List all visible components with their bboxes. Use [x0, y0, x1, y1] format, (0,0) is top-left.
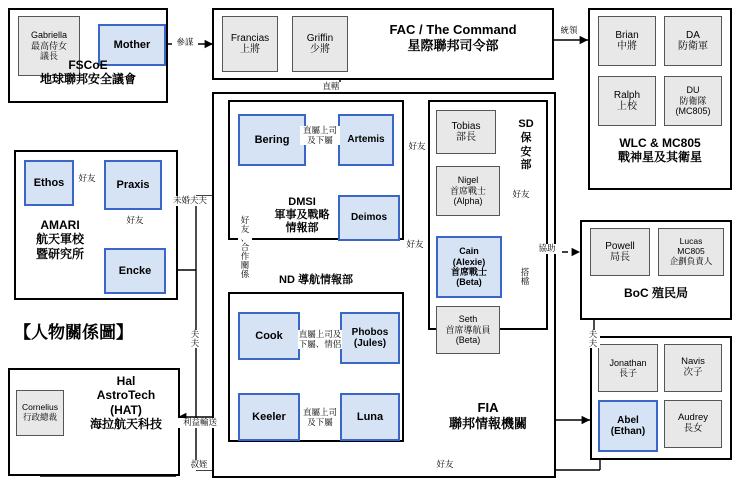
node-abel-label: Abel (Ethan): [610, 414, 646, 437]
node-du[interactable]: [664, 76, 722, 126]
node-artemis-label: Artemis: [347, 134, 385, 146]
edge-label-haoyou-left: 好友: [76, 174, 98, 184]
group-fscoe-label: FSCoE 地球聯邦安全議會: [39, 58, 136, 87]
node-keeler[interactable]: [238, 393, 300, 441]
node-navis[interactable]: [664, 344, 722, 392]
node-lucas-label: Lucas MC805 企劃負責人: [669, 236, 713, 266]
node-praxis[interactable]: [104, 160, 162, 210]
node-nigel[interactable]: [436, 166, 500, 216]
node-phobos-label: Phobos (Jules): [351, 326, 389, 349]
group-hat-label: Hal AstroTech (HAT) 海拉航天科技: [89, 374, 162, 432]
node-cook-label: Cook: [255, 329, 283, 342]
node-brian[interactable]: [598, 16, 656, 66]
group-boc-label: BoC 殖民局: [624, 286, 688, 300]
edge-label-zhixia: 直轄: [318, 82, 344, 92]
node-bering[interactable]: [238, 114, 306, 166]
node-deimos[interactable]: [338, 195, 400, 241]
edge-label-xiezhu: 協助: [534, 244, 560, 254]
node-griffin-label: Griffin 少將: [306, 32, 334, 55]
edge-label-haoyou-vertical: 好友: [126, 215, 144, 225]
node-francias[interactable]: [222, 16, 278, 72]
node-cain-label: Cain (Alexie) 首席戰士 (Beta): [450, 246, 487, 288]
edge-label-fufu-right: 夫 夫: [586, 330, 600, 348]
edge-label-zhishu3: 直屬上司 及下屬: [300, 408, 340, 427]
node-powell-label: Powell 局長: [605, 240, 635, 263]
group-wlc-label: WLC & MC805 戰神星及其衛星: [617, 136, 702, 165]
group-nd-label: ND 導航情報部: [279, 274, 353, 286]
edge-label-fufu-left: 夫 夫: [188, 330, 202, 348]
node-lucas[interactable]: [658, 228, 724, 276]
node-deimos-label: Deimos: [350, 212, 388, 224]
node-mother-label: Mother: [113, 38, 151, 51]
node-bering-label: Bering: [254, 133, 290, 146]
node-audrey[interactable]: [664, 400, 722, 448]
edge-label-haoyou1: 好友: [406, 142, 428, 152]
edge-label-haoyou-bottom: 好友: [432, 460, 458, 470]
node-ethos-label: Ethos: [33, 176, 65, 189]
node-seth-label: Seth 首席導航員 (Beta): [445, 314, 491, 346]
node-cook[interactable]: [238, 312, 300, 360]
edge-label-tongling: 統領: [556, 26, 582, 36]
group-dmsi-label: DMSI 軍事及戰略 情報部: [274, 196, 330, 235]
edge-label-shuyi: 叔姪: [186, 460, 212, 470]
node-griffin[interactable]: [292, 16, 348, 72]
node-phobos[interactable]: [340, 312, 400, 364]
node-gabriella-label: Gabriella 最高侍女 議長: [30, 30, 68, 62]
edge-label-haoyou2: 好友: [404, 240, 426, 250]
node-seth[interactable]: [436, 306, 500, 354]
node-luna-label: Luna: [356, 410, 384, 423]
edge-label-haoyou-hezuo: 好 友 、 合 作 關 係: [238, 216, 252, 278]
edge-label-haoyou3: 好友: [510, 190, 532, 200]
node-du-label: DU 防衛隊 (MC805): [675, 85, 711, 117]
group-amari-label: AMARI 航天軍校 暨研究所: [35, 218, 84, 261]
node-audrey-label: Audrey 長女: [677, 412, 709, 434]
node-cornelius[interactable]: [16, 390, 64, 436]
node-keeler-label: Keeler: [252, 410, 286, 423]
node-tobias-label: Tobias 部長: [451, 120, 481, 143]
node-encke-label: Encke: [118, 264, 152, 277]
group-fia-label: FIA 聯邦情報機關: [448, 400, 527, 431]
edge-label-zhishu2: 直屬上司及 下屬、情侶: [298, 329, 342, 349]
node-ethos[interactable]: [24, 160, 74, 206]
node-tobias[interactable]: [436, 110, 496, 154]
group-sd-label: SD 保 安 部: [518, 118, 534, 172]
node-jonathan-label: Jonathan 長子: [609, 357, 647, 378]
page-title: 【人物關係圖】: [14, 323, 133, 342]
node-jonathan[interactable]: [598, 344, 658, 392]
node-navis-label: Navis 次子: [681, 356, 705, 378]
node-encke[interactable]: [104, 248, 166, 294]
node-nigel-label: Nigel 首席戰士 (Alpha): [449, 175, 486, 207]
node-praxis-label: Praxis: [116, 178, 150, 191]
edge-label-zhishu1: 直屬上司 及下屬: [300, 126, 340, 145]
node-artemis[interactable]: [338, 114, 394, 166]
node-cornelius-label: Cornelius 行政總裁: [22, 402, 58, 422]
node-abel[interactable]: [598, 400, 658, 452]
node-powell[interactable]: [590, 228, 650, 276]
edge-label-canmou: 參謀: [172, 38, 198, 48]
node-luna[interactable]: [340, 393, 400, 441]
node-da[interactable]: [664, 16, 722, 66]
node-ralph[interactable]: [598, 76, 656, 126]
node-francias-label: Francias 上將: [230, 32, 270, 55]
edge-label-lishu: 利益輸送: [176, 418, 224, 428]
node-da-label: DA 防衛軍: [678, 29, 708, 52]
edge-label-weihunfufu: 未婚夫夫: [168, 196, 212, 206]
node-brian-label: Brian 中將: [615, 29, 639, 52]
node-ralph-label: Ralph 上校: [613, 89, 641, 112]
edge-label-dadang: 搭 檔: [518, 268, 532, 286]
group-fac-label: FAC / The Command 星際聯邦司令部: [389, 22, 517, 53]
node-cain[interactable]: [436, 236, 502, 298]
